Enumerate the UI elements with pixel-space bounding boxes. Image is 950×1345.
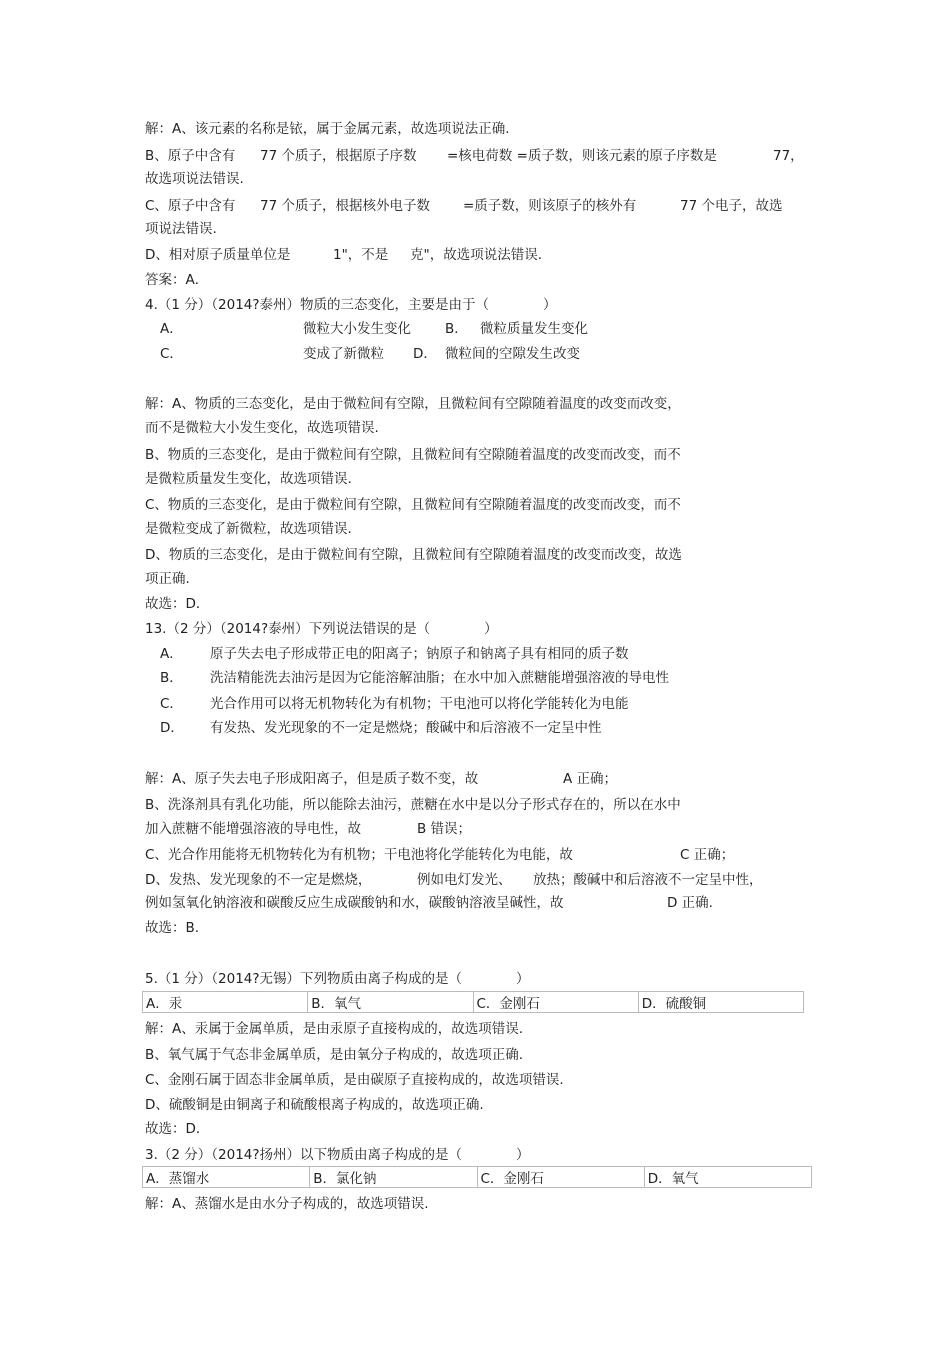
solution-line: C、金刚石属于固态非金属单质，是由碳原子直接构成的，故选项错误.	[145, 1072, 564, 1088]
solution-line: 解：A、蒸馏水是由水分子构成的，故选项错误.	[145, 1196, 429, 1212]
solution-line: 解：A、该元素的名称是铱，属于金属元素，故选项说法正确.	[145, 121, 510, 137]
text-segment: 加入蔗糖不能增强溶液的导电性，故	[145, 821, 361, 837]
question-stem: 3.（2 分）（2014?扬州）以下物质由离子构成的是（ ）	[145, 1147, 530, 1163]
option-b-letter: B．	[445, 321, 468, 337]
text-segment: 77，	[773, 148, 804, 164]
option-a: A．汞	[143, 992, 308, 1013]
option-b: B．氧气	[308, 992, 473, 1013]
solution-line: C、物质的三态变化，是由于微粒间有空隙，且微粒间有空隙随着温度的改变而改变，而不	[145, 497, 681, 513]
text-segment: 77 个质子，根据核外电子数	[260, 198, 430, 214]
option-a-letter: A．	[160, 646, 183, 662]
solution-line: 项正确.	[145, 571, 190, 587]
question-stem: 5.（1 分）（2014?无锡）下列物质由离子构成的是（ ）	[145, 971, 530, 987]
option-a-text: 原子失去电子形成带正电的阳离子；钠原子和钠离子具有相同的质子数	[210, 646, 629, 662]
text-segment: C、原子中含有	[145, 198, 236, 214]
solution-line: D、硫酸铜是由铜离子和硫酸根离子构成的，故选项正确.	[145, 1097, 484, 1113]
question-stem: 4.（1 分）（2014?泰州）物质的三态变化，主要是由于（ ）	[145, 297, 557, 313]
text-segment: 克"，故选项说法错误.	[410, 247, 543, 263]
solution-line: 是微粒变成了新微粒，故选项错误.	[145, 521, 352, 537]
solution-line: B、物质的三态变化，是由于微粒间有空隙，且微粒间有空隙随着温度的改变而改变，而不	[145, 447, 681, 463]
text-segment: 例如氢氧化钠溶液和碳酸反应生成碳酸钠和水，碳酸钠溶液呈碱性，故	[145, 895, 564, 911]
option-a: A．蒸馏水	[143, 1167, 310, 1188]
options-table	[142, 991, 804, 1013]
text-segment: A 正确；	[563, 771, 618, 787]
option-c: C．金刚石	[473, 992, 638, 1013]
option-c-text: 变成了新微粒	[303, 346, 384, 362]
question-stem: 13.（2 分）（2014?泰州）下列说法错误的是（ ）	[145, 621, 498, 637]
option-a-text: 微粒大小发生变化	[303, 321, 411, 337]
options-table	[142, 1166, 812, 1188]
option-c: C．金刚石	[477, 1167, 644, 1188]
option-d-text: 有发热、发光现象的不一定是燃烧；酸碱中和后溶液不一定呈中性	[210, 720, 602, 736]
answer-line: 故选：B.	[145, 920, 200, 936]
solution-line: 解：A、汞属于金属单质，是由汞原子直接构成的，故选项错误.	[145, 1021, 524, 1037]
option-b-text: 洗洁精能洗去油污是因为它能溶解油脂；在水中加入蔗糖能增强溶液的导电性	[210, 670, 669, 686]
solution-line: D、物质的三态变化，是由于微粒间有空隙，且微粒间有空隙随着温度的改变而改变，故选	[145, 547, 682, 563]
text-segment: =核电荷数 =质子数，则该元素的原子序数是	[447, 148, 717, 164]
option-c-letter: C．	[160, 346, 183, 362]
text-segment: 1"，不是	[333, 247, 389, 263]
text-segment: =质子数，则该原子的核外有	[463, 198, 637, 214]
option-b-text: 微粒质量发生变化	[480, 321, 588, 337]
option-d: D．氧气	[644, 1167, 811, 1188]
solution-line: B、氧气属于气态非金属单质，是由氧分子构成的，故选项正确.	[145, 1047, 524, 1063]
solution-line: 故选项说法错误.	[145, 171, 244, 187]
text-segment: D 正确.	[667, 895, 713, 911]
option-d-letter: D．	[413, 346, 437, 362]
solution-line: 而不是微粒大小发生变化，故选项错误.	[145, 420, 379, 436]
option-b: B．氯化钠	[310, 1167, 477, 1188]
text-segment: 解：A、原子失去电子形成阳离子，但是质子数不变，故	[145, 771, 479, 787]
option-c-letter: C．	[160, 696, 183, 712]
text-segment: D、发热、发光现象的不一定是燃烧，	[145, 872, 372, 888]
text-segment: D、相对原子质量单位是	[145, 247, 291, 263]
text-segment: 77 个质子，根据原子序数	[260, 148, 417, 164]
option-d-letter: D．	[160, 720, 184, 736]
solution-line: 是微粒质量发生变化，故选项错误.	[145, 471, 352, 487]
option-d: D．硫酸铜	[638, 992, 803, 1013]
text-segment: 例如电灯发光、	[417, 872, 512, 888]
text-segment: B 错误；	[417, 821, 472, 837]
option-b-letter: B．	[160, 670, 183, 686]
answer-line: 故选：D．	[145, 596, 210, 612]
option-a-letter: A．	[160, 321, 183, 337]
solution-line: 解：A、物质的三态变化，是由于微粒间有空隙，且微粒间有空隙随着温度的改变而改变，	[145, 396, 681, 412]
text-segment: 77 个电子，故选	[680, 198, 783, 214]
text-segment: 放热；酸碱中和后溶液不一定呈中性，	[533, 872, 763, 888]
text-segment: C 正确；	[680, 847, 735, 863]
option-d-text: 微粒间的空隙发生改变	[445, 346, 580, 362]
text-segment: C、光合作用能将无机物转化为有机物；干电池将化学能转化为电能，故	[145, 847, 573, 863]
solution-line: 项说法错误.	[145, 221, 217, 237]
text-segment: B、原子中含有	[145, 148, 236, 164]
option-c-text: 光合作用可以将无机物转化为有机物；干电池可以将化学能转化为电能	[210, 696, 629, 712]
solution-line: B、洗涤剂具有乳化功能，所以能除去油污，蔗糖在水中是以分子形式存在的，所以在水中	[145, 797, 681, 813]
answer-line: 答案：A．	[145, 272, 209, 288]
answer-line: 故选：D．	[145, 1121, 210, 1137]
